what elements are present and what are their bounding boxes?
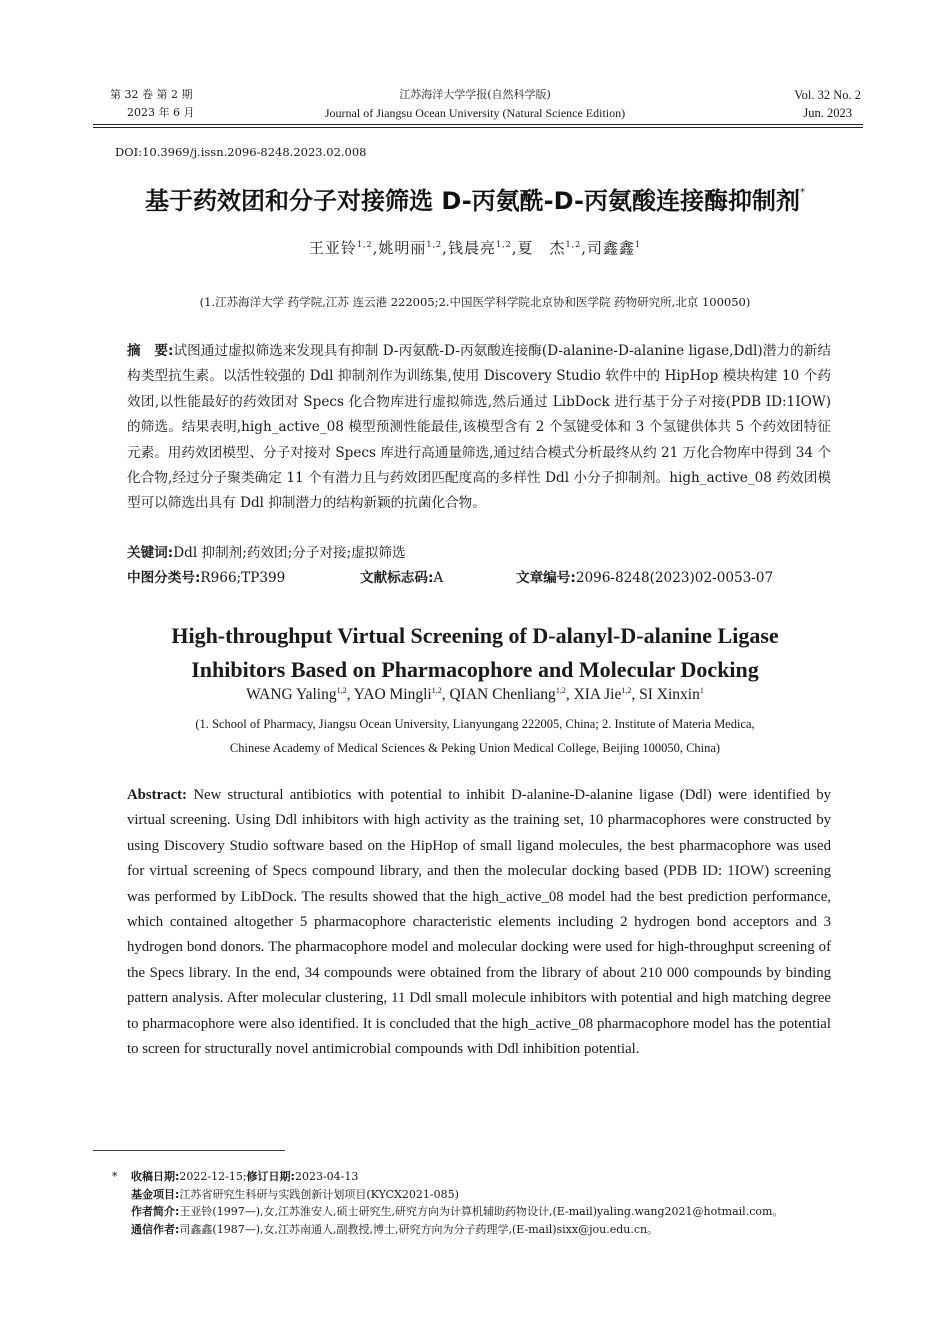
author-cn: 王亚铃	[308, 239, 357, 257]
footnote-author	[112, 1203, 872, 1221]
header-date: 2023 年 6 月	[127, 106, 195, 119]
abstract-en-text: New structural antibiotics with potential to inhibit D-alanine-D-alanine ligase (Ddl) were identified by virtual screening. Using Ddl inhibitors with high activity as the training set, 10 pharmacophores were constructed by using Discovery Studio software based on the HipHop of small ligand molecules, the best pharmacophore was used for virtual screening of Specs compound library, and then the molecular docking based (PDB ID: 1IOW) screening was performed by LibDock. The results showed that the high_active_08 model had the best prediction performance, which contained altogether 5 pharmacophore characteristic elements including 2 hydrogen bond acceptors and 3 hydrogen bond donors. The pharmacophore model and molecular docking were used for high-throughput screening of the Specs library. In the end, 34 compounds were obtained from the library of about 210 000 compounds by binding pattern analysis. After molecular clustering, 11 Ddl small molecule inhibitors with potential and high matching degree to pharmacophore were also identified. It is concluded that the high_active_08 pharmacophore model has the potential to screen for structurally novel antimicrobial compounds with Ddl inhibition potential.	[127, 787, 832, 1058]
footnote-star: *	[112, 1170, 118, 1183]
revised-label: 修订日期:	[246, 1170, 295, 1183]
abstract-cn-text: 试图通过虚拟筛选来发现具有抑制 D-丙氨酰-D-丙氨酸连接酶(D-alanine-D-alanine ligase,Ddl)潜力的新结构类型抗生素。以活性较强的 Ddl 抑制剂作为训练集,使用 Discovery Studio 软件中的 HipHop 模块构建 10 个药效团,以性能最好的药效团对 Specs 化合物库进行虚拟筛选,然后通过 LibDock 进行基于分子对接(PDB ID:1IOW)的筛选。结果表明,high_active_08 模型预测性能最佳,该模型含有 2 个氢键受体和 3 个氢键供体共 5 个药效团特征元素。用药效团模型、分子对接对 Specs 库进行高通量筛选,通过结合模式分析最终从约 21 万化合物库中得到 34 个化合物,经过分子聚类确定 11 个有潜力且与药效团匹配度高的多样性 Ddl 小分子抑制剂。high_active_08 药效团模型可以筛选出具有 Ddl 抑制潜力的结构新颖的抗菌化合物。	[127, 343, 832, 512]
article-no-label: 文章编号:	[516, 570, 576, 586]
received-label: 收稿日期:	[131, 1170, 180, 1183]
author-cn: 姚明丽	[378, 239, 427, 257]
affiliation-cn: (1.江苏海洋大学 药学院,江苏 连云港 222005;2.中国医学科学院北京协和医学院 药物研究所,北京 100050)	[199, 295, 751, 309]
header-volume: 第 32 卷 第 2 期	[110, 88, 193, 101]
title-cn	[0, 178, 950, 216]
revised-value: 2023-04-13	[294, 1170, 359, 1183]
authors-cn: 王亚铃$^{1,2}$,姚明丽$^{1,2}$,钱晨亮$^{1,2}$,夏 杰$^{1,2}$,司鑫鑫$^1$	[308, 239, 642, 257]
author-en: SI Xinxin	[639, 686, 700, 704]
author-cn: 司鑫鑫	[587, 239, 636, 257]
author-en: QIAN Chenliang	[449, 686, 556, 704]
header-rule-top	[93, 124, 863, 125]
title-cn-text: 基于药效团和分子对接筛选 D-丙氨酰-D-丙氨酸连接酶抑制剂	[145, 187, 800, 215]
author-sep: ,	[346, 686, 354, 704]
abstract-cn	[127, 339, 831, 517]
doi: DOI:10.3969/j.issn.2096-8248.2023.02.008	[115, 145, 367, 159]
author-sep: ,	[441, 686, 450, 704]
header-journal-en: Journal of Jiangsu Ocean University (Natural Science Edition)	[324, 106, 626, 120]
title-footnote-mark: *	[799, 187, 805, 198]
header-vol-en: Vol. 32 No. 2	[794, 88, 861, 102]
authors-en	[0, 686, 950, 704]
title-en-line1: High-throughput Virtual Screening of D-alanyl-D-alanine Ligase	[171, 623, 779, 648]
corresponding-label: 通信作者:	[131, 1222, 180, 1236]
author-en: WANG Yaling	[246, 686, 337, 704]
author-cn: 钱晨亮	[447, 239, 496, 257]
keywords-cn	[127, 541, 831, 566]
author-en: YAO Mingli	[353, 686, 432, 704]
footnote-rule	[93, 1150, 285, 1151]
author-en-aff: 1,2	[555, 686, 566, 695]
author-en-aff: 1,2	[336, 686, 347, 695]
author-en-aff: 1	[699, 686, 704, 695]
keywords-cn-label: 关键词:	[127, 545, 174, 561]
received-value: 2022-12-15;	[179, 1170, 247, 1183]
footnote-fund	[112, 1186, 872, 1204]
author-en-aff: 1,2	[431, 686, 442, 695]
author-cn: 夏 杰	[517, 239, 566, 257]
corresponding-value: 司鑫鑫(1987—),女,江苏南通人,副教授,博士,研究方向为分子药理学,(E-mail)sixx@jou.edu.cn。	[179, 1222, 659, 1236]
doc-code-value: A	[433, 570, 444, 586]
clc-group	[127, 566, 285, 591]
fund-label: 基金项目:	[131, 1187, 180, 1201]
title-en	[0, 619, 950, 687]
article-no-value: 2096-8248(2023)02-0053-07	[575, 570, 774, 586]
fund-value: 江苏省研究生科研与实践创新计划项目(KYCX2021-085)	[179, 1187, 459, 1201]
keywords-cn-text: Ddl 抑制剂;药效团;分子对接;虚拟筛选	[173, 545, 406, 561]
doc-code-group	[360, 566, 443, 591]
article-no-group	[516, 566, 773, 591]
author-cn-aff: 1,2	[356, 240, 373, 249]
clc-label: 中图分类号:	[127, 570, 201, 586]
author-bio-label: 作者简介:	[131, 1205, 180, 1218]
footnote-corresponding	[112, 1221, 872, 1239]
header-date-en: Jun. 2023	[803, 106, 852, 120]
author-cn-aff: 1,2	[565, 240, 582, 249]
author-bio-value: 王亚铃(1997—),女,江苏淮安人,硕士研究生,研究方向为计算机辅助药物设计,(E-mail)yaling.wang2021@hotmail.com。	[179, 1205, 784, 1218]
affiliation-en-line2: Chinese Academy of Medical Sciences & Peking Union Medical College, Beijing 100050, China)	[229, 741, 721, 755]
header-journal-cn: 江苏海洋大学学报(自然科学版)	[399, 88, 551, 101]
clc-value: R966;TP399	[200, 570, 286, 586]
abstract-cn-label: 摘 要:	[127, 343, 174, 359]
author-cn-aff: 1,2	[495, 240, 512, 249]
header-rule-bottom	[93, 127, 863, 128]
footnotes	[112, 1168, 872, 1238]
author-sep: ,	[631, 686, 640, 704]
affiliation-en-line1: (1. School of Pharmacy, Jiangsu Ocean University, Lianyungang 222005, China; 2. Institute of Materia Medica,	[195, 717, 755, 731]
affiliation-en	[0, 712, 950, 760]
footnote-dates	[112, 1168, 872, 1186]
author-cn-aff: 1,2	[426, 240, 443, 249]
doc-code-label: 文献标志码:	[360, 570, 434, 586]
abstract-en-label: Abstract:	[127, 787, 187, 803]
abstract-en	[127, 783, 831, 1062]
author-en: XIA Jie	[573, 686, 622, 704]
author-cn-aff: 1	[635, 240, 642, 249]
author-sep: ,	[565, 686, 574, 704]
author-en-aff: 1,2	[621, 686, 632, 695]
title-en-line2: Inhibitors Based on Pharmacophore and Molecular Docking	[191, 657, 759, 682]
